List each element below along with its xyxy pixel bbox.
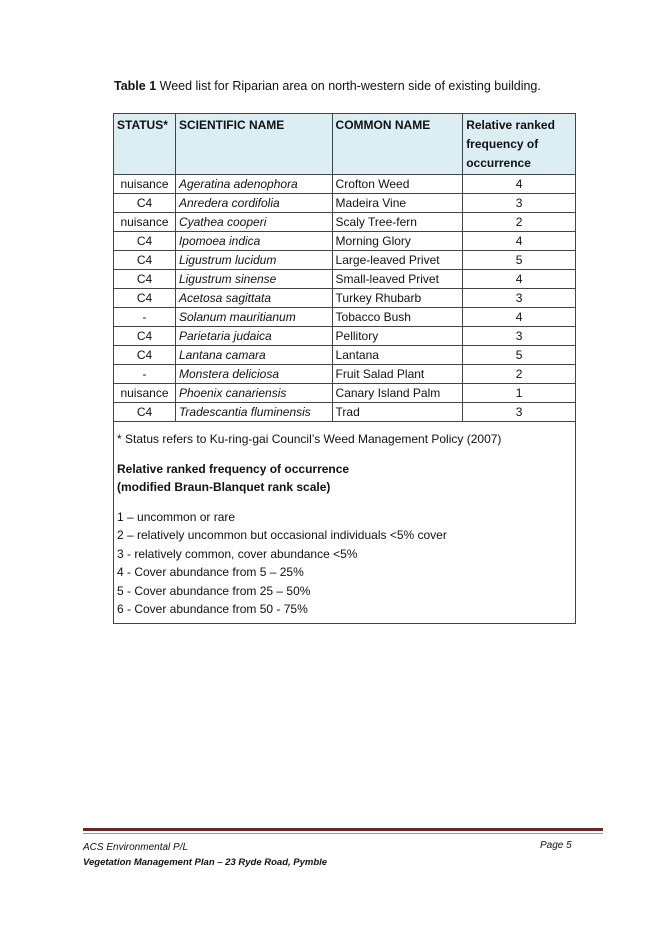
frequency-cell: 4 xyxy=(463,308,576,327)
scale-item: 2 – relatively uncommon but occasional individuals <5% cover xyxy=(117,528,447,542)
header-frequency: Relative ranked frequency of occurrence xyxy=(463,114,576,175)
table-row xyxy=(114,251,576,270)
scientific-name-cell: Phoenix canariensis xyxy=(175,384,332,403)
common-name-cell: Morning Glory xyxy=(332,232,463,251)
status-cell: nuisance xyxy=(114,384,176,403)
footer-document-title: Vegetation Management Plan – 23 Ryde Road, Pymble xyxy=(83,857,328,868)
footer-left xyxy=(83,840,327,870)
table-row xyxy=(114,346,576,365)
footer-rule xyxy=(83,828,603,831)
status-cell: - xyxy=(114,308,176,327)
status-cell: C4 xyxy=(114,403,176,422)
scale-list xyxy=(117,508,572,619)
scientific-name-cell: Cyathea cooperi xyxy=(175,213,332,232)
scientific-name-cell: Ipomoea indica xyxy=(175,232,332,251)
table-row xyxy=(114,289,576,308)
scientific-name-cell: Acetosa sagittata xyxy=(175,289,332,308)
frequency-cell: 3 xyxy=(463,327,576,346)
common-name-cell: Large-leaved Privet xyxy=(332,251,463,270)
frequency-cell: 3 xyxy=(463,289,576,308)
scientific-name-cell: Parietaria judaica xyxy=(175,327,332,346)
common-name-cell: Fruit Salad Plant xyxy=(332,365,463,384)
scientific-name-cell: Solanum mauritianum xyxy=(175,308,332,327)
frequency-cell: 4 xyxy=(463,175,576,194)
table-row xyxy=(114,175,576,194)
common-name-cell: Tobacco Bush xyxy=(332,308,463,327)
table-row xyxy=(114,232,576,251)
frequency-cell: 2 xyxy=(463,213,576,232)
common-name-cell: Madeira Vine xyxy=(332,194,463,213)
scale-title: Relative ranked frequency of occurrence xyxy=(117,461,350,476)
scale-item: 4 - Cover abundance from 5 – 25% xyxy=(117,565,304,579)
common-name-cell: Turkey Rhubarb xyxy=(332,289,463,308)
scientific-name-cell: Anredera cordifolia xyxy=(175,194,332,213)
status-cell: C4 xyxy=(114,327,176,346)
table-row xyxy=(114,270,576,289)
table-row xyxy=(114,213,576,232)
scientific-name-cell: Ligustrum lucidum xyxy=(175,251,332,270)
status-cell: C4 xyxy=(114,194,176,213)
frequency-cell: 3 xyxy=(463,194,576,213)
frequency-cell: 2 xyxy=(463,365,576,384)
frequency-cell: 5 xyxy=(463,251,576,270)
notes-cell xyxy=(114,422,576,624)
status-cell: C4 xyxy=(114,346,176,365)
caption-text: Weed list for Riparian area on north-western side of existing building. xyxy=(156,79,541,93)
common-name-cell: Crofton Weed xyxy=(332,175,463,194)
header-scientific-name: SCIENTIFIC NAME xyxy=(175,114,332,175)
common-name-cell: Pellitory xyxy=(332,327,463,346)
frequency-cell: 5 xyxy=(463,346,576,365)
table-body xyxy=(114,175,576,422)
status-cell: - xyxy=(114,365,176,384)
status-cell: nuisance xyxy=(114,175,176,194)
scale-item: 5 - Cover abundance from 25 – 50% xyxy=(117,583,311,598)
scale-item: 1 – uncommon or rare xyxy=(117,509,236,524)
status-cell: C4 xyxy=(114,232,176,251)
status-cell: nuisance xyxy=(114,213,176,232)
scientific-name-cell: Tradescantia fluminensis xyxy=(175,403,332,422)
scientific-name-cell: Lantana camara xyxy=(175,346,332,365)
header-common-name: COMMON NAME xyxy=(332,114,463,175)
status-cell: C4 xyxy=(114,270,176,289)
table-row xyxy=(114,384,576,403)
frequency-cell: 3 xyxy=(463,403,576,422)
frequency-cell: 4 xyxy=(463,232,576,251)
scientific-name-cell: Monstera deliciosa xyxy=(175,365,332,384)
scientific-name-cell: Ageratina adenophora xyxy=(175,175,332,194)
notes-row xyxy=(114,422,576,624)
table-row xyxy=(114,308,576,327)
table-row xyxy=(114,403,576,422)
table-row xyxy=(114,194,576,213)
table-caption xyxy=(114,79,541,93)
frequency-cell: 1 xyxy=(463,384,576,403)
scientific-name-cell: Ligustrum sinense xyxy=(175,270,332,289)
table-row xyxy=(114,327,576,346)
table-header xyxy=(114,114,576,175)
scale-item: 3 - relatively common, cover abundance <5% xyxy=(117,546,358,561)
weed-table xyxy=(113,113,576,624)
status-cell: C4 xyxy=(114,251,176,270)
common-name-cell: Lantana xyxy=(332,346,463,365)
table-notes xyxy=(117,422,572,623)
header-status: STATUS* xyxy=(114,114,176,175)
caption-label: Table 1 xyxy=(114,79,157,93)
scale-item: 6 - Cover abundance from 50 - 75% xyxy=(117,602,308,616)
frequency-cell: 4 xyxy=(463,270,576,289)
status-cell: C4 xyxy=(114,289,176,308)
footer-page-number: Page 5 xyxy=(540,840,572,851)
status-note: * Status refers to Ku-ring-gai Council’s Weed Management Policy (2007) xyxy=(117,432,502,446)
scale-subtitle: (modified Braun-Blanquet rank scale) xyxy=(117,480,331,494)
common-name-cell: Small-leaved Privet xyxy=(332,270,463,289)
common-name-cell: Canary Island Palm xyxy=(332,384,463,403)
footer-company: ACS Environmental P/L xyxy=(83,842,189,853)
table-row xyxy=(114,365,576,384)
common-name-cell: Scaly Tree-fern xyxy=(332,213,463,232)
common-name-cell: Trad xyxy=(332,403,463,422)
footer-rule-thin xyxy=(83,833,603,834)
